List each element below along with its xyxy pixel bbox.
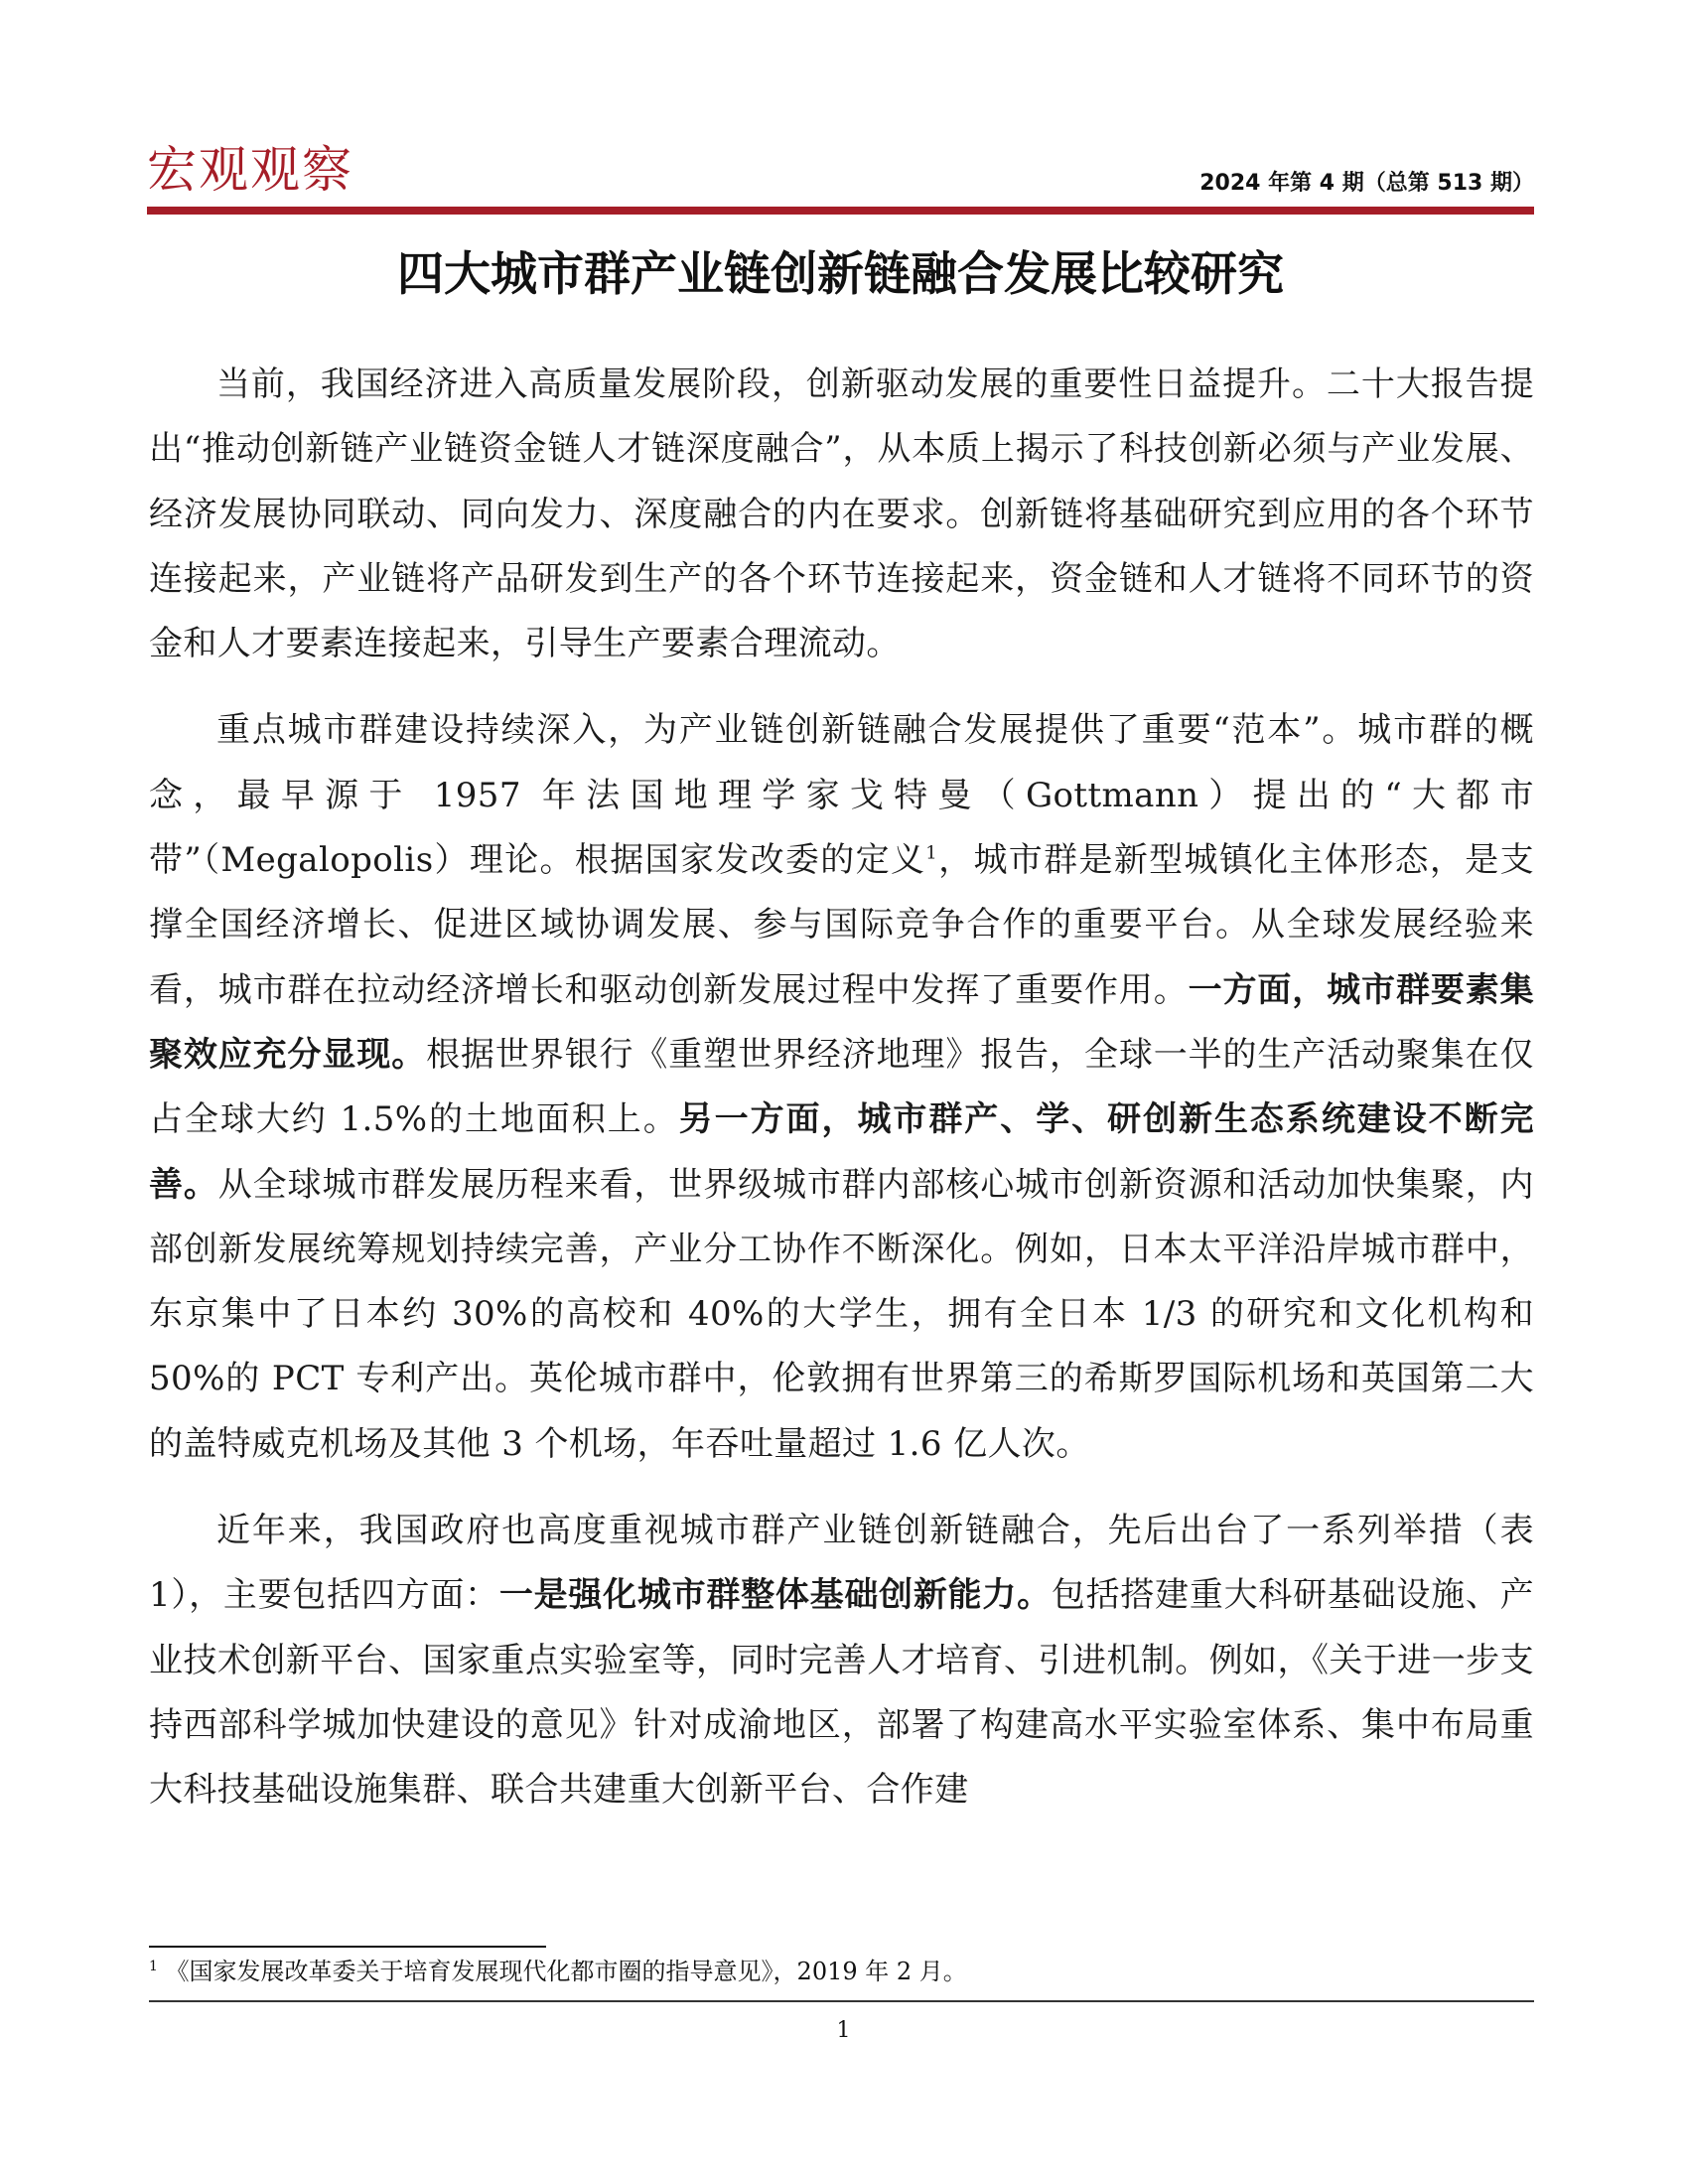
footnote-reference[interactable]: 1 — [925, 842, 938, 864]
paragraph-3-highlight: 一是强化城市群整体基础创新能力。 — [498, 1575, 1052, 1616]
paragraph-2-highlight-1: 一方面，城市群要素集聚效应充分显现。 — [149, 969, 1535, 1075]
paragraph-1-text: 当前，我国经济进入高质量发展阶段，创新驱动发展的重要性日益提升。二十大报告提出“推动创新链产业链资金链人才链深度融合”，从本质上揭示了科技创新必须与产业发展、经济发展协同联动、同向发力、深度融合的内在要求。创新链将基础研究到应用的各个环节连接起来，产业链将产品研发到生产的各个环节连接起来，资金链和人才链将不同环节的资金和人才要素连接起来，引导生产要素合理流动。 — [149, 364, 1534, 664]
paragraph-1 — [149, 353, 1534, 676]
footnote-marker: 1 — [149, 1959, 158, 1974]
paragraph-2-text-d: 从全球城市群发展历程来看，世界级城市群内部核心城市创新资源和活动加快集聚，内部创新发展统筹规划持续完善，产业分工协作不断深化。例如，日本太平洋沿岸城市群中，东京集中了日本约 30%的高校和 40%的大学生，拥有全日本 1/3 的研究和文化机构和 50%的 PCT 专利产出。英伦城市群中，伦敦拥有世界第三的希斯罗国际机场和英国第二大的盖特威克机场及其他 3 个机场，年吞吐量超过 1.6 亿人次。 — [149, 1164, 1534, 1464]
paragraph-2-text-c: 根据世界银行《重塑世界经济地理》报告，全球一半的生产活动聚集在仅占全球大约 1.5%的土地面积上。 — [149, 1034, 1534, 1140]
paragraph-2-highlight-2: 另一方面，城市群产、学、研创新生态系统建设不断完善。 — [149, 1099, 1534, 1205]
paragraph-3 — [149, 1499, 1534, 1822]
paragraph-3-text-a: 近年来，我国政府也高度重视城市群产业链创新链融合，先后出台了一系列举措（表 1），主要包括四方面： — [149, 1511, 1534, 1616]
footnote — [149, 1954, 1534, 1989]
paragraph-2 — [149, 698, 1534, 1477]
issue-number: 2024 年第 4 期（总第 513 期） — [1199, 171, 1534, 196]
footnote-divider — [149, 1946, 546, 1948]
footer-divider — [149, 2000, 1534, 2002]
paragraph-2-text-b: ，城市群是新型城镇化主体形态，是支撑全国经济增长、促进区域协调发展、参与国际竞争合作的重要平台。从全球发展经验来看，城市群在拉动经济增长和驱动创新发展过程中发挥了重要作用。 — [149, 840, 1534, 1010]
article-body — [149, 353, 1534, 1845]
header-divider — [147, 207, 1534, 215]
paragraph-3-text-b: 包括搭建重大科研基础设施、产业技术创新平台、国家重点实验室等，同时完善人才培育、引进机制。例如，《关于进一步支持西部科学城加快建设的意见》针对成渝地区，部署了构建高水平实验室体系、集中布局重大科技基础设施集群、联合共建重大创新平台、合作建 — [149, 1575, 1534, 1811]
publication-brand: 宏观观察 — [147, 141, 353, 199]
footnote-text: 《国家发展改革委关于培育发展现代化都市圈的指导意见》，2019 年 2 月。 — [165, 1958, 967, 1985]
paragraph-2-text-a: 重点城市群建设持续深入，为产业链创新链融合发展提供了重要“范本”。城市群的概念，最早源于 1957 年法国地理学家戈特曼（Gottmann）提出的“大都市带”（Megalopolis）理论。根据国家发改委的定义 — [149, 710, 1534, 881]
article-title: 四大城市群产业链创新链融合发展比较研究 — [397, 247, 1284, 302]
page-number: 1 — [836, 2018, 851, 2043]
